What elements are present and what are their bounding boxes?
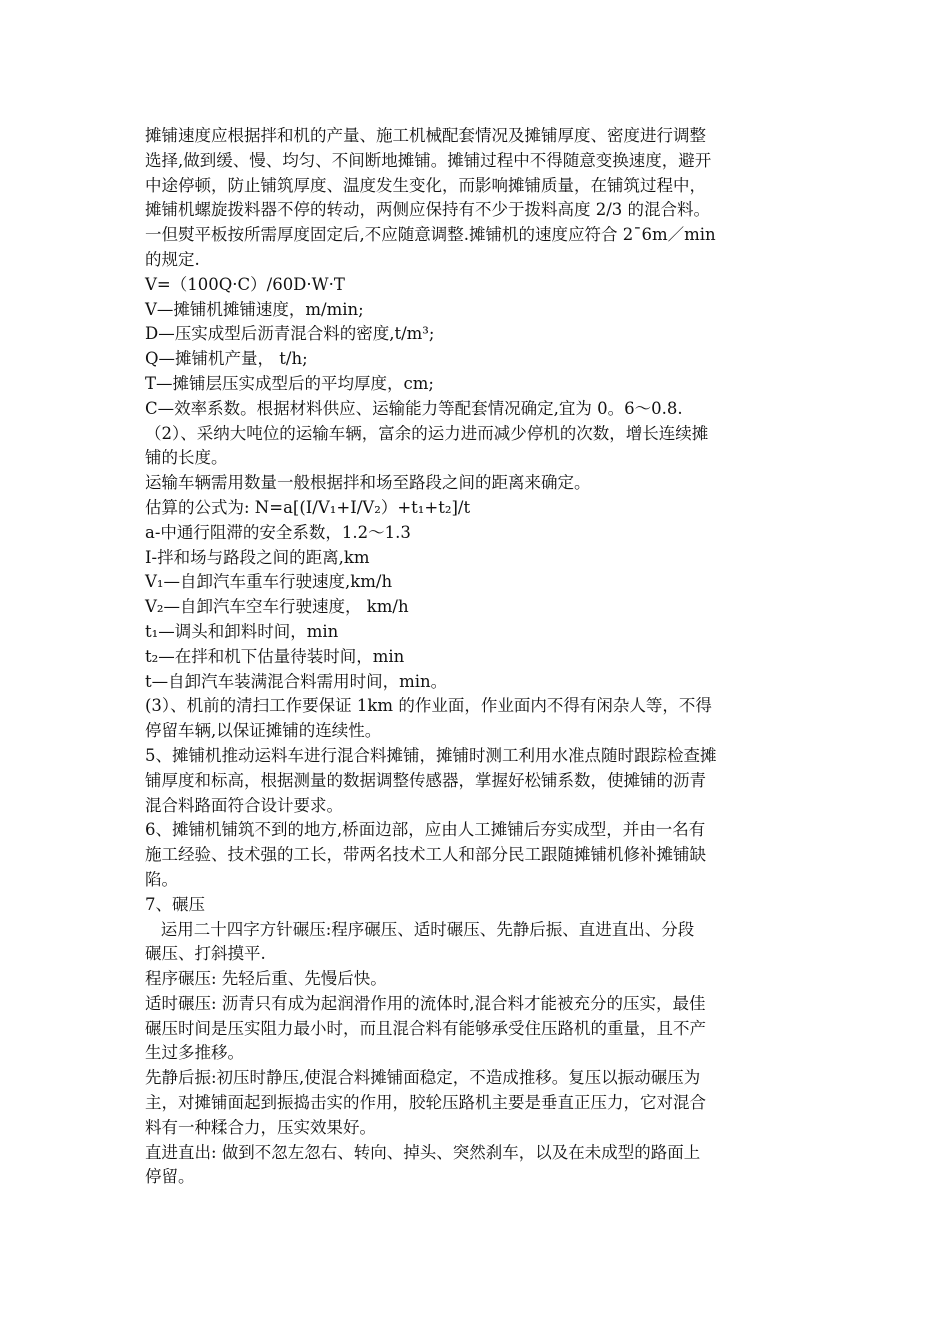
text-line: 陷。 — [145, 869, 178, 889]
text-line: t₂—在拌和机下估量待装时间，min — [145, 646, 405, 666]
text-line: 生过多推移。 — [145, 1043, 244, 1063]
text-line: C—效率系数。根据材料供应、运输能力等配套情况确定,宜为 0。6～0.8. — [145, 398, 683, 418]
text-line: a-中通行阻滞的安全系数，1.2～1.3 — [145, 522, 411, 542]
text-line: 停留。 — [145, 1167, 195, 1187]
text-line: 运输车辆需用数量一般根据拌和场至路段之间的距离来确定。 — [145, 473, 591, 493]
text-line: 铺的长度。 — [145, 448, 228, 468]
text-line: V₂—自卸汽车空车行驶速度， km/h — [145, 597, 409, 617]
text-line: I-拌和场与路段之间的距离,km — [145, 547, 370, 567]
text-line: 料有一种糅合力，压实效果好。 — [145, 1117, 376, 1137]
text-line: 一但熨平板按所需厚度固定后,不应随意调整.摊铺机的速度应符合 2¯6m／min — [145, 225, 716, 245]
text-line: 混合料路面符合设计要求。 — [145, 795, 343, 815]
text-line: （2）、采纳大吨位的运输车辆，富余的运力进而减少停机的次数，增长连续摊 — [145, 423, 709, 443]
text-line: 选择,做到缓、慢、均匀、不间断地摊铺。摊铺过程中不得随意变换速度，避开 — [145, 150, 712, 170]
text-line: 7、碾压 — [145, 894, 205, 914]
text-line: 停留车辆,以保证摊铺的连续性。 — [145, 721, 382, 741]
text-line: V—摊铺机摊铺速度，m/min; — [145, 299, 364, 319]
text-line: 程序碾压: 先轻后重、先慢后快。 — [145, 969, 387, 989]
text-line: V=（100Q·C）/60D·W·T — [145, 274, 345, 294]
text-line: (3）、机前的清扫工作要保证 1km 的作业面，作业面内不得有闲杂人等，不得 — [145, 696, 712, 716]
text-line: 先静后振:初压时静压,使混合料摊铺面稳定，不造成推移。复压以振动碾压为 — [145, 1068, 701, 1088]
text-line: 碾压时间是压实阻力最小时，而且混合料有能够承受住压路机的重量，且不产 — [145, 1018, 706, 1038]
text-line: 估算的公式为: N=a[(I/V₁+I/V₂）+t₁+t₂]/t — [145, 497, 471, 517]
text-line: Q—摊铺机产量， t/h; — [145, 349, 308, 369]
text-line: 铺厚度和标高，根据测量的数据调整传感器，掌握好松铺系数，使摊铺的沥青 — [145, 770, 706, 790]
text-line: 的规定. — [145, 249, 200, 269]
text-line: t—自卸汽车装满混合料需用时间，min。 — [145, 671, 448, 691]
text-line: 主，对摊铺面起到振捣击实的作用，胶轮压路机主要是垂直正压力，它对混合 — [145, 1093, 706, 1113]
text-line: 适时碾压: 沥青只有成为起润滑作用的流体时,混合料才能被充分的压实，最佳 — [145, 993, 706, 1013]
text-line: 5、摊铺机推动运料车进行混合料摊铺，摊铺时测工利用水准点随时跟踪检查摊 — [145, 745, 717, 765]
text-line: 6、摊铺机铺筑不到的地方,桥面边部，应由人工摊铺后夯实成型，并由一名有 — [145, 820, 706, 840]
text-line: t₁—调头和卸料时间，min — [145, 621, 339, 641]
text-line: 摊铺速度应根据拌和机的产量、施工机械配套情况及摊铺厚度、密度进行调整 — [145, 126, 706, 145]
text-line: 碾压、打斜摸平. — [145, 944, 266, 964]
text-line: 施工经验、技术强的工长，带两名技术工人和部分民工跟随摊铺机修补摊铺缺 — [145, 845, 706, 865]
text-line: T—摊铺层压实成型后的平均厚度，cm; — [145, 373, 434, 393]
text-line: 运用二十四字方针碾压:程序碾压、适时碾压、先静后振、直进直出、分段 — [145, 919, 695, 939]
text-line: 摊铺机螺旋拨料器不停的转动，两侧应保持有不少于拨料高度 2/3 的混合料。 — [145, 200, 711, 220]
text-line: 中途停顿，防止铺筑厚度、温度发生变化，而影响摊铺质量，在铺筑过程中， — [145, 175, 706, 195]
document-body — [145, 124, 815, 1190]
text-line: 直进直出: 做到不忽左忽右、转向、掉头、突然刹车，以及在未成型的路面上 — [145, 1142, 701, 1162]
text-line: D—压实成型后沥青混合料的密度,t/m³; — [145, 324, 435, 344]
text-line: V₁—自卸汽车重车行驶速度,km/h — [145, 572, 393, 592]
